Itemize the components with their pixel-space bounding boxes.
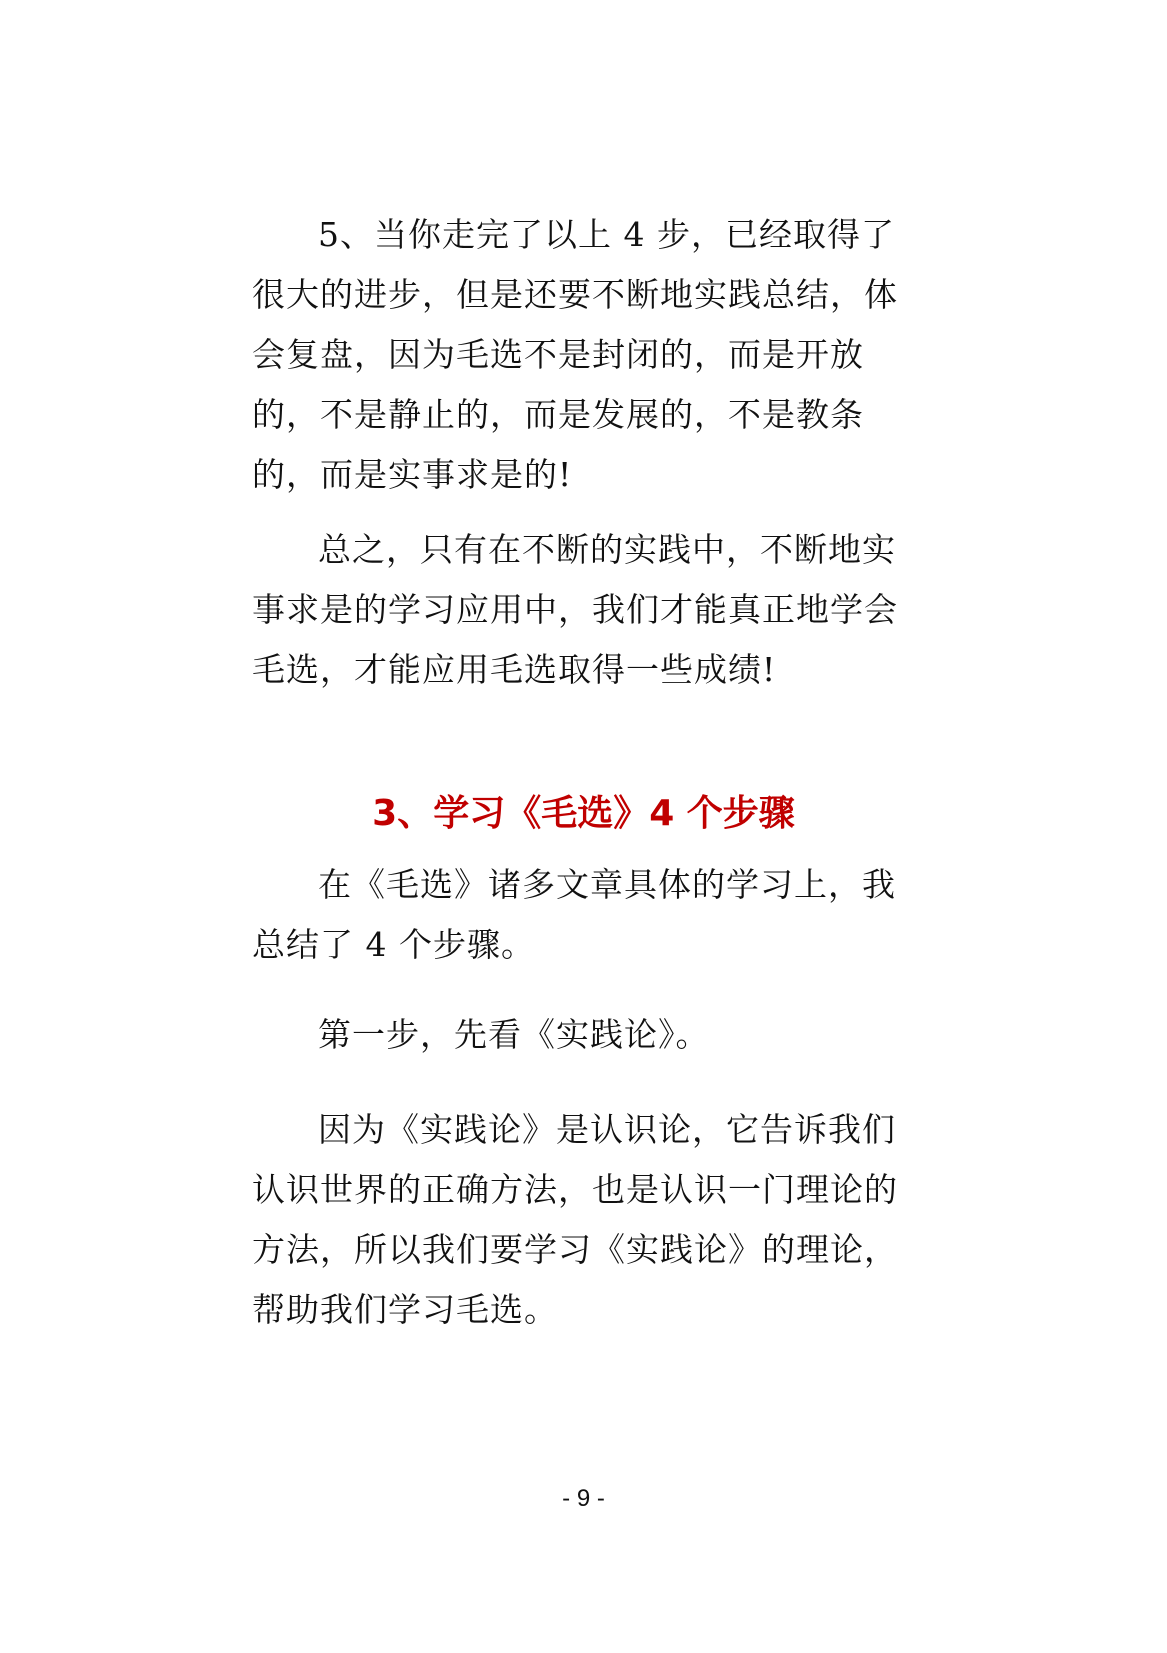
paragraph-step-one-reason: 因为《实践论》是认识论，它告诉我们认识世界的正确方法，也是认识一门理论的方法，所以我们要学习《实践论》的理论，帮助我们学习毛选。 (252, 1110, 898, 1329)
section-heading: 3、学习《毛选》4 个步骤 (372, 793, 795, 834)
paragraph-section-intro: 在《毛选》诸多文章具体的学习上，我总结了 4 个步骤。 (252, 865, 896, 964)
paragraph-step-five: 5、当你走完了以上 4 步，已经取得了很大的进步，但是还要不断地实践总结，体会复盘，因为毛选不是封闭的，而是开放的，不是静止的，而是发展的，不是教条的，而是实事求是的! (252, 215, 898, 494)
paragraph-step-one: 第一步，先看《实践论》。 (318, 1015, 710, 1054)
paragraph-summary: 总之，只有在不断的实践中，不断地实事求是的学习应用中，我们才能真正地学会毛选，才能应用毛选取得一些成绩! (252, 530, 898, 689)
page-number: - 9 - (562, 1485, 605, 1512)
